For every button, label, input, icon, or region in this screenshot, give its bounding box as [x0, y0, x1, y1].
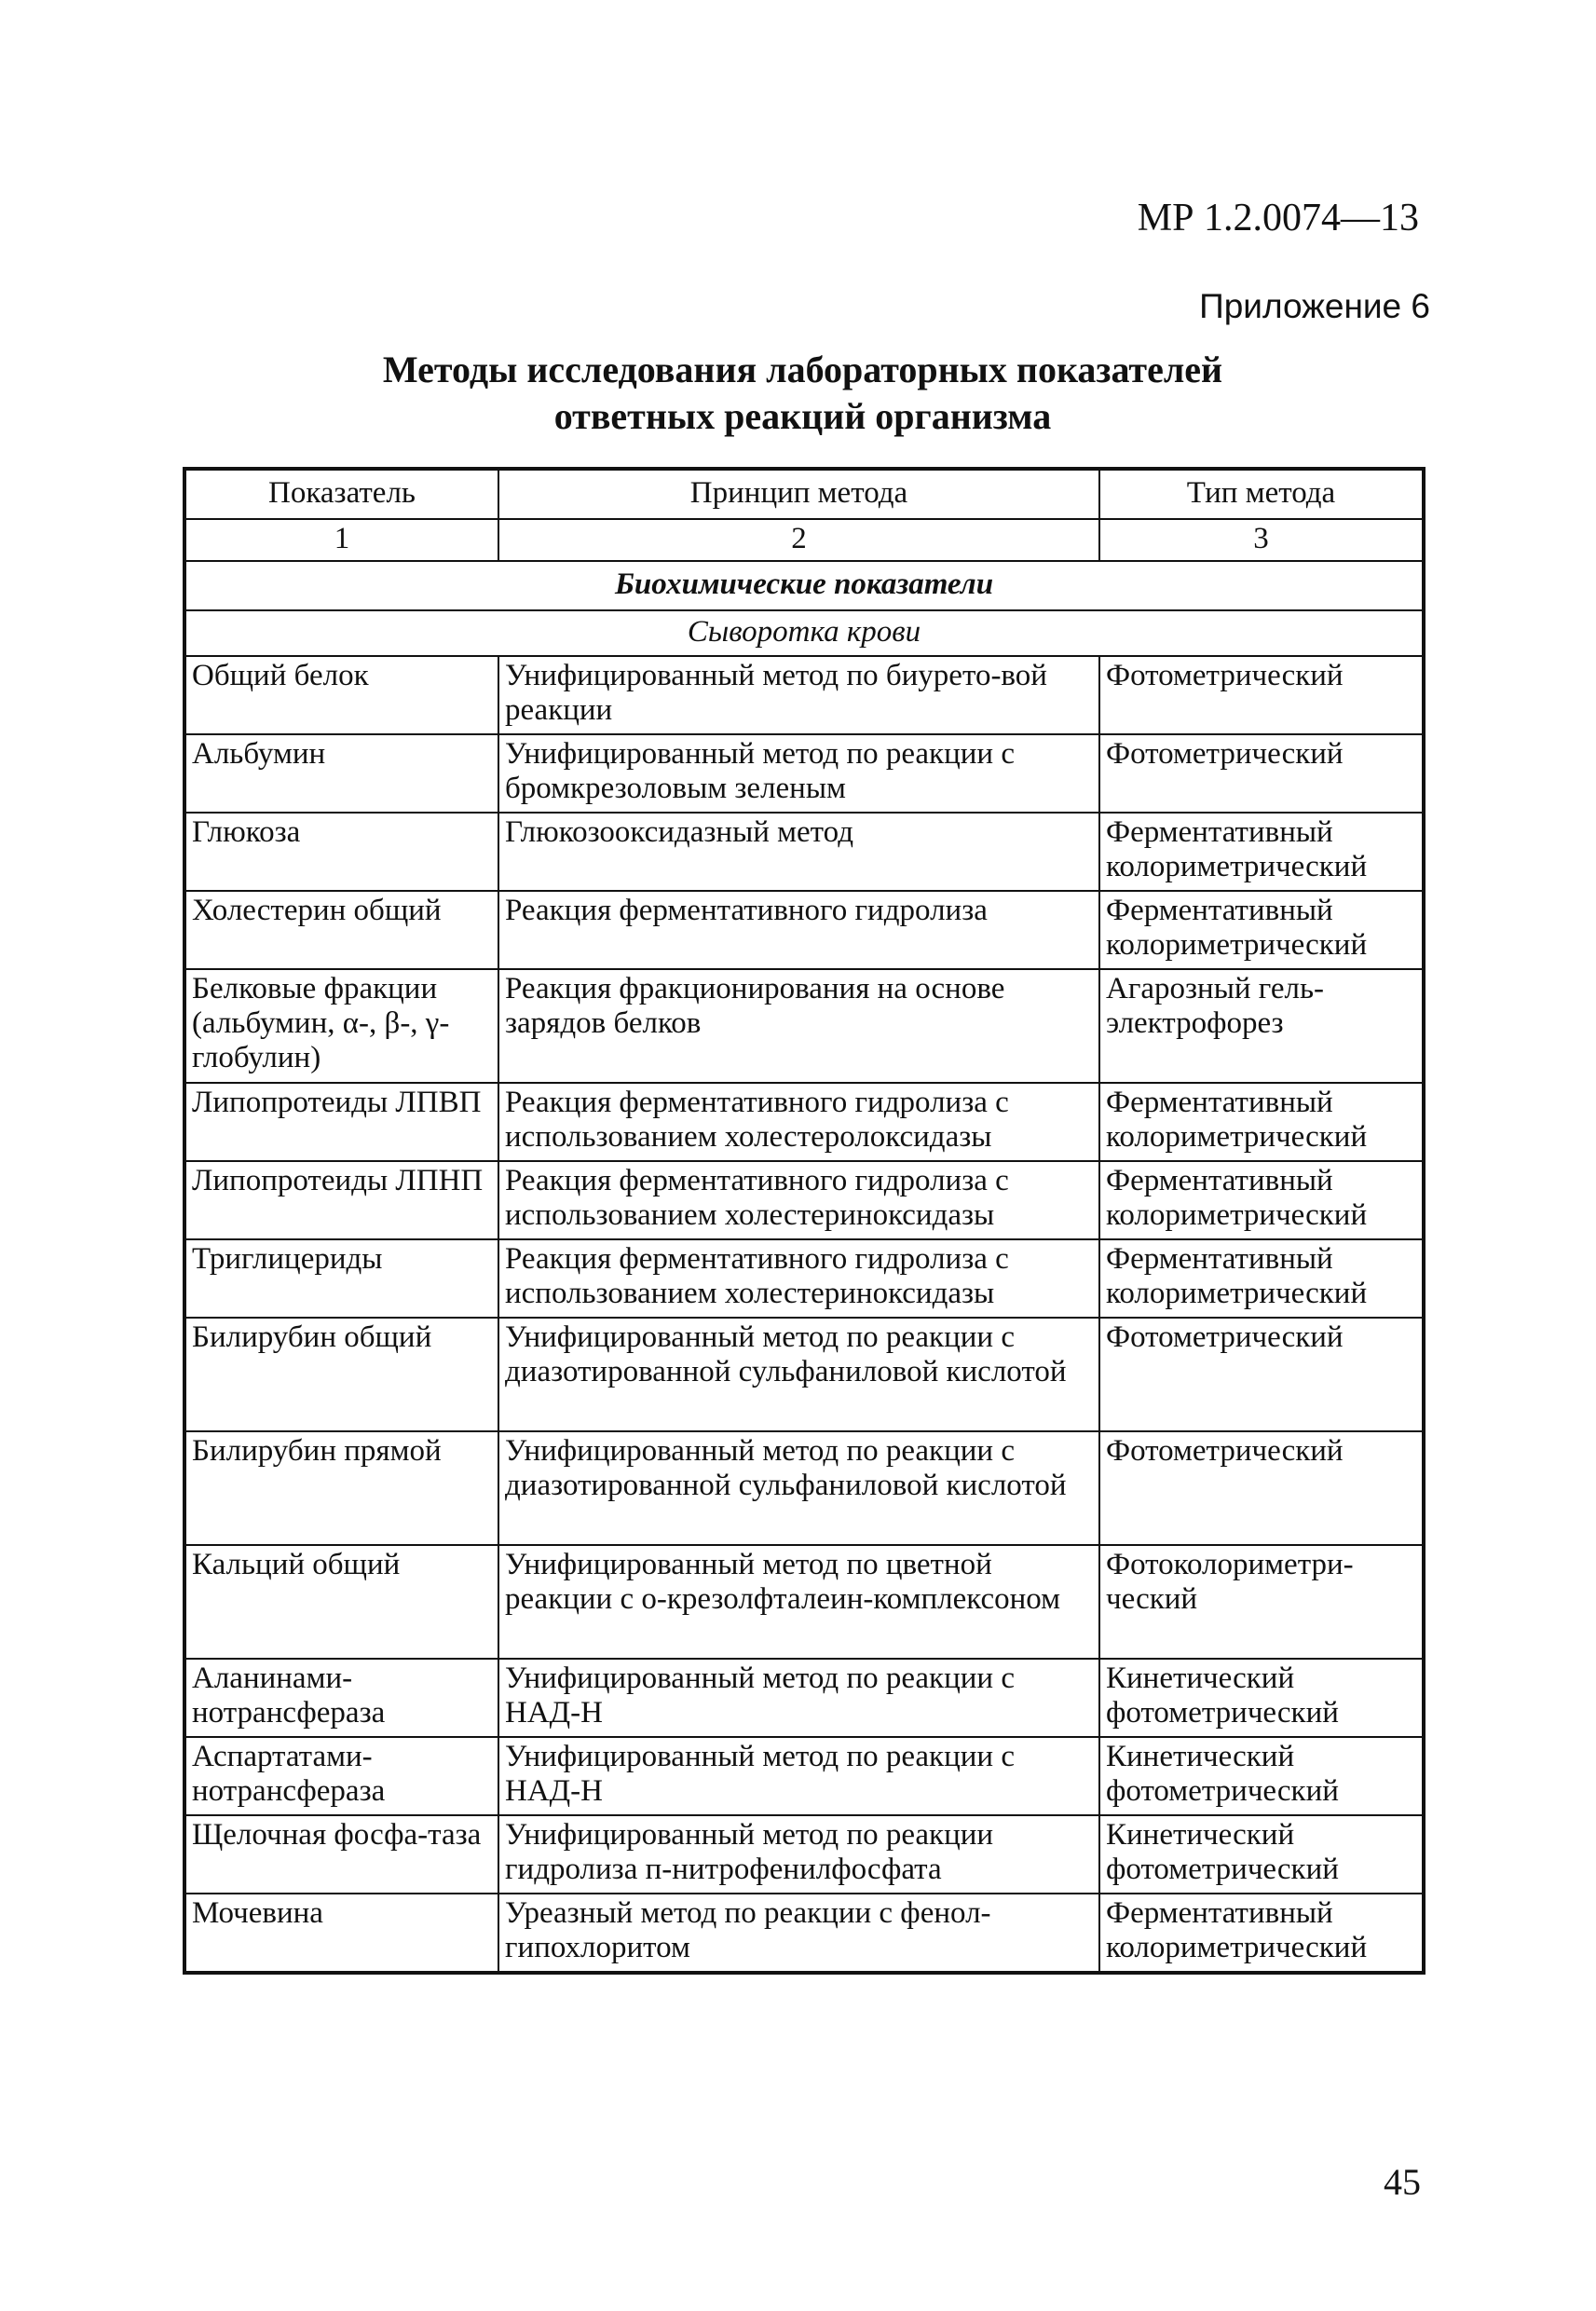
indicator-cell: Аланинами-нотрансфераза	[184, 1659, 498, 1737]
table-row	[184, 969, 1424, 1083]
title-line-2: ответных реакций организма	[553, 395, 1052, 437]
indicator-cell: Общий белок	[184, 656, 498, 734]
method-principle-cell: Унифицированный метод по реакции с бромкрезоловым зеленым	[498, 734, 1099, 813]
indicator-cell: Триглицериды	[184, 1239, 498, 1318]
methods-table-wrapper	[183, 467, 1422, 1975]
title-line-1: Методы исследования лабораторных показателей	[382, 349, 1223, 390]
method-type-cell: Агарозный гель-электрофорез	[1099, 969, 1424, 1083]
column-number-row	[184, 519, 1424, 561]
method-type-cell: Кинетический фотометрический	[1099, 1815, 1424, 1894]
method-principle-cell: Унифицированный метод по биурето-вой реакции	[498, 656, 1099, 734]
methods-table	[183, 467, 1425, 1975]
method-type-cell: Ферментативный колориметрический	[1099, 1239, 1424, 1318]
table-row	[184, 813, 1424, 891]
column-header: Тип метода	[1099, 469, 1424, 519]
method-type-cell: Ферментативный колориметрический	[1099, 813, 1424, 891]
indicator-cell: Кальций общий	[184, 1545, 498, 1659]
method-type-cell: Фотометрический	[1099, 1431, 1424, 1545]
indicator-cell: Билирубин прямой	[184, 1431, 498, 1545]
table-row	[184, 1431, 1424, 1545]
table-row	[184, 656, 1424, 734]
method-type-cell: Кинетический фотометрический	[1099, 1737, 1424, 1815]
method-type-cell: Кинетический фотометрический	[1099, 1659, 1424, 1737]
method-principle-cell: Реакция фракционирования на основе зарядов белков	[498, 969, 1099, 1083]
table-row	[184, 1737, 1424, 1815]
page-title	[0, 347, 1596, 440]
table-row	[184, 1083, 1424, 1161]
method-type-cell: Фотометрический	[1099, 734, 1424, 813]
method-principle-cell: Реакция ферментативного гидролиза	[498, 891, 1099, 969]
table-row	[184, 1161, 1424, 1239]
table-row	[184, 891, 1424, 969]
method-type-cell: Фотометрический	[1099, 656, 1424, 734]
method-type-cell: Фотометрический	[1099, 1318, 1424, 1431]
table-header-row	[184, 469, 1424, 519]
column-header: Показатель	[184, 469, 498, 519]
indicator-cell: Альбумин	[184, 734, 498, 813]
method-type-cell: Ферментативный колориметрический	[1099, 1083, 1424, 1161]
indicator-cell: Липопротеиды ЛПВП	[184, 1083, 498, 1161]
section-title: Биохимические показатели	[184, 561, 1424, 610]
method-principle-cell: Глюкозооксидазный метод	[498, 813, 1099, 891]
subsection-row	[184, 610, 1424, 656]
indicator-cell: Щелочная фосфа-таза	[184, 1815, 498, 1894]
method-type-cell: Фотоколориметри-ческий	[1099, 1545, 1424, 1659]
method-type-cell: Ферментативный колориметрический	[1099, 1161, 1424, 1239]
column-header: Принцип метода	[498, 469, 1099, 519]
indicator-cell: Мочевина	[184, 1894, 498, 1973]
appendix-label: Приложение 6	[1199, 287, 1430, 325]
method-principle-cell: Реакция ферментативного гидролиза с использованием холестериноксидазы	[498, 1239, 1099, 1318]
indicator-cell: Белковые фракции (альбумин, α-, β-, γ-глобулин)	[184, 969, 498, 1083]
table-row	[184, 1318, 1424, 1431]
method-principle-cell: Реакция ферментативного гидролиза с использованием холестериноксидазы	[498, 1161, 1099, 1239]
indicator-cell: Аспартатами-нотрансфераза	[184, 1737, 498, 1815]
document-code: МР 1.2.0074—13	[1137, 197, 1419, 239]
method-principle-cell: Уреазный метод по реакции с фенол-гипохлоритом	[498, 1894, 1099, 1973]
indicator-cell: Билирубин общий	[184, 1318, 498, 1431]
method-principle-cell: Унифицированный метод по реакции с диазотированной сульфаниловой кислотой	[498, 1318, 1099, 1431]
subsection-title: Сыворотка крови	[184, 610, 1424, 656]
table-row	[184, 1894, 1424, 1973]
indicator-cell: Холестерин общий	[184, 891, 498, 969]
method-principle-cell: Унифицированный метод по реакции с диазотированной сульфаниловой кислотой	[498, 1431, 1099, 1545]
table-row	[184, 1545, 1424, 1659]
method-principle-cell: Унифицированный метод по реакции с НАД-Н	[498, 1737, 1099, 1815]
indicator-cell: Глюкоза	[184, 813, 498, 891]
column-number: 1	[184, 519, 498, 561]
page-number: 45	[1384, 2161, 1421, 2203]
table-row	[184, 734, 1424, 813]
method-principle-cell: Реакция ферментативного гидролиза с использованием холестеролоксидазы	[498, 1083, 1099, 1161]
column-number: 3	[1099, 519, 1424, 561]
method-principle-cell: Унифицированный метод по реакции гидролиза п-нитрофенилфосфата	[498, 1815, 1099, 1894]
section-row	[184, 561, 1424, 610]
table-row	[184, 1659, 1424, 1737]
table-row	[184, 1815, 1424, 1894]
indicator-cell: Липопротеиды ЛПНП	[184, 1161, 498, 1239]
table-row	[184, 1239, 1424, 1318]
column-number: 2	[498, 519, 1099, 561]
method-type-cell: Ферментативный колориметрический	[1099, 1894, 1424, 1973]
method-type-cell: Ферментативный колориметрический	[1099, 891, 1424, 969]
method-principle-cell: Унифицированный метод по реакции с НАД-Н	[498, 1659, 1099, 1737]
method-principle-cell: Унифицированный метод по цветной реакции с о-крезолфталеин-комплексоном	[498, 1545, 1099, 1659]
